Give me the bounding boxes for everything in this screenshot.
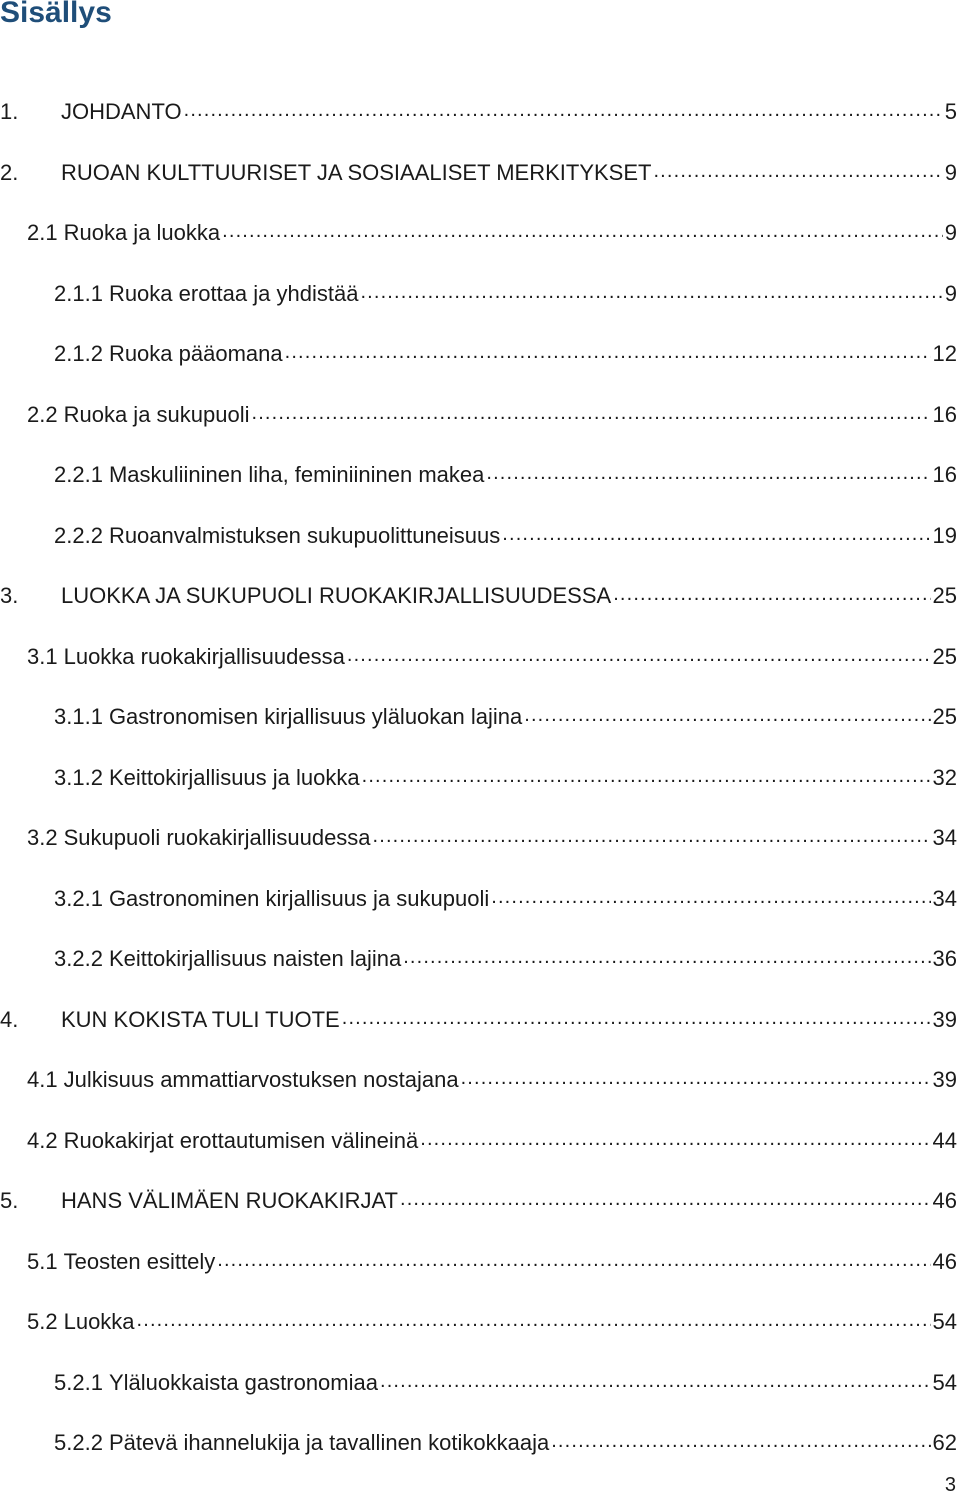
dot-leader bbox=[524, 702, 930, 724]
dot-leader bbox=[222, 218, 943, 240]
dot-leader bbox=[137, 1307, 931, 1329]
toc-entry-page: 34 bbox=[932, 885, 957, 911]
toc-entry-title: Ruoka ja sukupuoli bbox=[63, 401, 250, 427]
toc-entry-page: 9 bbox=[944, 159, 957, 185]
toc-entry[interactable] bbox=[0, 627, 957, 688]
toc-entry-number: 2. bbox=[0, 159, 19, 185]
toc-entry[interactable] bbox=[0, 808, 957, 869]
toc-entry[interactable] bbox=[0, 990, 957, 1051]
dot-leader bbox=[403, 944, 930, 966]
page-number: 3 bbox=[944, 1474, 956, 1496]
dot-leader bbox=[420, 1126, 930, 1148]
dot-leader bbox=[502, 521, 930, 543]
toc-entry-number: 3. bbox=[0, 583, 19, 608]
toc-entry-number: 3.2.2 bbox=[54, 946, 103, 971]
toc-entry-page: 36 bbox=[932, 946, 957, 971]
toc-entry-number: 3.1.1 bbox=[54, 704, 103, 729]
toc-entry-page: 39 bbox=[932, 1067, 957, 1092]
toc-entry-page: 32 bbox=[932, 764, 957, 790]
toc-entry-number: 3.1.2 bbox=[54, 764, 103, 790]
toc-entry[interactable] bbox=[0, 566, 957, 627]
toc-entry-title: Sukupuoli ruokakirjallisuudessa bbox=[63, 825, 371, 850]
toc-entry-number: 2.1 bbox=[27, 220, 58, 245]
toc-entry-page: 39 bbox=[932, 1006, 957, 1032]
toc-entry-title: Maskuliininen liha, feminiininen makea bbox=[108, 462, 485, 487]
toc-entry-title: Pätevä ihannelukija ja tavallinen kotikokkaaja bbox=[108, 1430, 550, 1455]
toc-entry-page: 54 bbox=[932, 1309, 957, 1334]
toc-title: Sisällys bbox=[0, 0, 112, 29]
toc-entry-title: Teosten esittely bbox=[63, 1248, 216, 1274]
toc-entry[interactable] bbox=[0, 1171, 957, 1232]
dot-leader bbox=[360, 279, 942, 301]
toc-entry-number: 2.1.2 bbox=[54, 341, 103, 366]
toc-entry-number: 4. bbox=[0, 1006, 19, 1032]
toc-entry-title: KUN KOKISTA TULI TUOTE bbox=[61, 1006, 340, 1032]
dot-leader bbox=[613, 581, 930, 603]
toc-entry-number: 3.1 bbox=[27, 643, 58, 669]
toc-entry-title: RUOAN KULTTUURISET JA SOSIAALISET MERKITYKSET bbox=[61, 159, 652, 185]
toc-entry-page: 16 bbox=[932, 462, 957, 487]
toc-entry-page: 25 bbox=[932, 583, 957, 608]
toc-entry-page: 12 bbox=[932, 341, 957, 366]
toc-entry-number: 1. bbox=[0, 99, 19, 124]
toc-entry-title: Ruokakirjat erottautumisen välineinä bbox=[63, 1127, 419, 1153]
dot-leader bbox=[252, 400, 931, 422]
toc-entry[interactable] bbox=[0, 1353, 957, 1414]
toc-entry-number: 4.2 bbox=[27, 1127, 58, 1153]
toc-entry[interactable] bbox=[0, 1111, 957, 1172]
dot-leader bbox=[362, 763, 931, 785]
toc-entry-page: 16 bbox=[932, 401, 957, 427]
toc-entry-page: 9 bbox=[944, 220, 957, 245]
dot-leader bbox=[461, 1065, 931, 1087]
toc-entry-title: Gastronominen kirjallisuus ja sukupuoli bbox=[108, 885, 490, 911]
toc-entry-page: 54 bbox=[932, 1369, 957, 1395]
toc-entry-title: LUOKKA JA SUKUPUOLI RUOKAKIRJALLISUUDESSA bbox=[61, 583, 612, 608]
dot-leader bbox=[491, 884, 930, 906]
toc-entry-number: 5.2 bbox=[27, 1309, 58, 1334]
toc-entry-number: 5.1 bbox=[27, 1248, 58, 1274]
toc-entry[interactable] bbox=[0, 385, 957, 446]
toc-entry-page: 9 bbox=[944, 280, 957, 306]
toc-entry-number: 5.2.2 bbox=[54, 1430, 103, 1455]
toc-entry[interactable] bbox=[0, 203, 957, 264]
toc-entry-number: 2.2.1 bbox=[54, 462, 103, 487]
toc-entry-title: Julkisuus ammattiarvostuksen nostajana bbox=[63, 1067, 459, 1092]
toc-entry-title: JOHDANTO bbox=[61, 99, 182, 124]
toc-entry[interactable] bbox=[0, 929, 957, 990]
toc-entry-title: Luokka ruokakirjallisuudessa bbox=[63, 643, 345, 669]
toc-entry-page: 34 bbox=[932, 825, 957, 850]
toc-entry-title: HANS VÄLIMÄEN RUOKAKIRJAT bbox=[61, 1188, 398, 1213]
toc-entry[interactable] bbox=[0, 445, 957, 506]
toc-entry-page: 19 bbox=[932, 522, 957, 548]
toc-entry[interactable] bbox=[0, 687, 957, 748]
toc-entry-number: 3.2.1 bbox=[54, 885, 103, 911]
toc-entry-number: 4.1 bbox=[27, 1067, 58, 1092]
dot-leader bbox=[400, 1186, 931, 1208]
toc-entry-page: 25 bbox=[932, 643, 957, 669]
toc-entry[interactable] bbox=[0, 1292, 957, 1353]
toc-entry[interactable] bbox=[0, 506, 957, 567]
toc-entry-title: Gastronomisen kirjallisuus yläluokan lajina bbox=[108, 704, 523, 729]
toc-entry-page: 62 bbox=[932, 1430, 957, 1455]
toc-entry[interactable] bbox=[0, 869, 957, 930]
toc-entry-title: Ruoanvalmistuksen sukupuolittuneisuus bbox=[108, 522, 501, 548]
toc-entry-page: 46 bbox=[932, 1188, 957, 1213]
dot-leader bbox=[373, 823, 931, 845]
toc-entry[interactable] bbox=[0, 264, 957, 325]
toc-entry[interactable] bbox=[0, 82, 957, 143]
toc-entry-page: 5 bbox=[944, 99, 957, 124]
toc-entry-title: Ruoka pääomana bbox=[108, 341, 283, 366]
dot-leader bbox=[217, 1247, 930, 1269]
toc-entry[interactable] bbox=[0, 1232, 957, 1293]
dot-leader bbox=[380, 1368, 931, 1390]
dot-leader bbox=[653, 158, 942, 180]
table-of-contents bbox=[0, 82, 957, 1474]
toc-entry-number: 5.2.1 bbox=[54, 1369, 103, 1395]
dot-leader bbox=[347, 642, 931, 664]
toc-entry-title: Ruoka ja luokka bbox=[63, 220, 221, 245]
toc-entry[interactable] bbox=[0, 1413, 957, 1474]
toc-entry-page: 25 bbox=[932, 704, 957, 729]
toc-entry-title: Yläluokkaista gastronomiaa bbox=[108, 1369, 378, 1395]
toc-entry-number: 2.2.2 bbox=[54, 522, 103, 548]
dot-leader bbox=[184, 97, 943, 119]
toc-entry-number: 3.2 bbox=[27, 825, 58, 850]
dot-leader bbox=[551, 1428, 930, 1450]
toc-entry-number: 2.1.1 bbox=[54, 280, 103, 306]
toc-entry-number: 5. bbox=[0, 1188, 19, 1213]
dot-leader bbox=[486, 460, 930, 482]
toc-entry[interactable] bbox=[0, 1050, 957, 1111]
toc-entry-title: Keittokirjallisuus naisten lajina bbox=[108, 946, 402, 971]
toc-entry-title: Luokka bbox=[63, 1309, 135, 1334]
toc-entry-title: Ruoka erottaa ja yhdistää bbox=[108, 280, 359, 306]
toc-entry-title: Keittokirjallisuus ja luokka bbox=[108, 764, 360, 790]
toc-entry-page: 46 bbox=[932, 1248, 957, 1274]
toc-entry[interactable] bbox=[0, 324, 957, 385]
toc-entry[interactable] bbox=[0, 748, 957, 809]
toc-entry[interactable] bbox=[0, 143, 957, 204]
toc-entry-number: 2.2 bbox=[27, 401, 58, 427]
toc-entry-page: 44 bbox=[932, 1127, 957, 1153]
dot-leader bbox=[342, 1005, 931, 1027]
dot-leader bbox=[285, 339, 931, 361]
